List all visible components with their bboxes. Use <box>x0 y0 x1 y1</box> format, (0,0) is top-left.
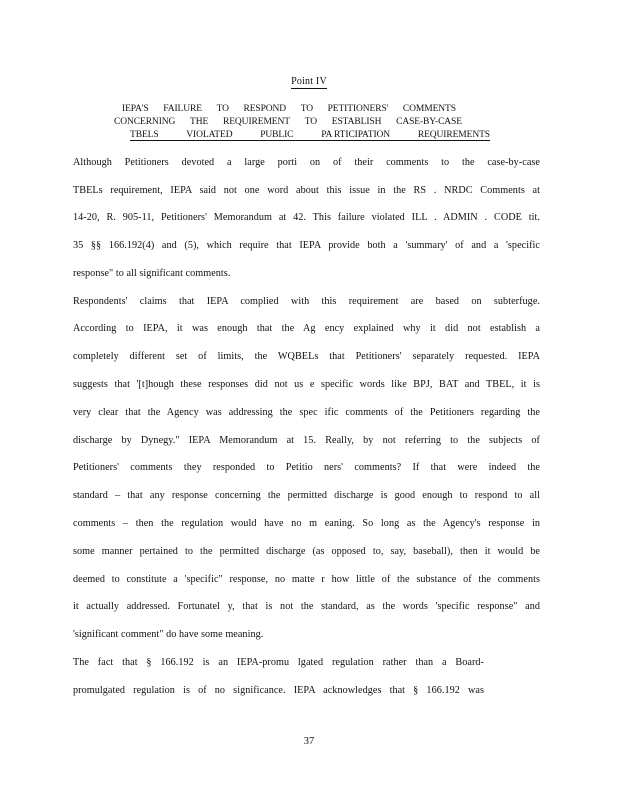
heading-word: TO <box>300 104 313 114</box>
body-line: Respondents' claims that IEPA complied with this requirement are based on subterfuge. <box>73 296 540 307</box>
section-heading-line-1 <box>122 104 456 114</box>
heading-word: VIOLATED <box>186 130 233 140</box>
body-line: completely different set of limits, the WQBELs that Petitioners' separately requested. IEPA <box>73 351 540 362</box>
section-heading-line-2 <box>114 117 462 127</box>
heading-word: FAILURE <box>163 104 202 114</box>
body-line: 'significant comment" do have some meaning. <box>73 629 264 640</box>
body-line: Although Petitioners devoted a large porti on of their comments to the case-by-case <box>73 157 540 168</box>
body-line: 14-20, R. 905-11, Petitioners' Memorandum at 42. This failure violated ILL . ADMIN . CODE tit. <box>73 212 540 223</box>
point-heading <box>0 76 618 89</box>
body-line: standard – that any response concerning the permitted discharge is good enough to respond to all <box>73 490 540 501</box>
heading-word: REQUIREMENT <box>222 117 290 127</box>
heading-word: RESPOND <box>243 104 287 114</box>
heading-word: CONCERNING <box>114 117 176 127</box>
body-line: promulgated regulation is of no significance. IEPA acknowledges that § 166.192 was <box>73 685 484 696</box>
heading-word: CASE-BY-CASE <box>396 117 462 127</box>
heading-word: COMMENTS <box>402 104 456 114</box>
body-line: some manner pertained to the permitted discharge (as opposed to, say, baseball), then it would be <box>73 546 540 557</box>
body-line: deemed to constitute a 'specific" response, no matte r how little of the substance of the comments <box>73 574 540 585</box>
heading-word: TBELS <box>130 130 159 140</box>
body-line: 35 §§ 166.192(4) and (5), which require that IEPA provide both a 'summary' of and a 'specific <box>73 240 540 251</box>
body-line: very clear that the Agency was addressing the spec ific comments of the Petitioners regarding the <box>73 407 540 418</box>
heading-word: IEPA'S <box>122 104 149 114</box>
heading-word: PETITIONERS' <box>327 104 389 114</box>
body-line: suggests that '[t]hough these responses did not us e specific words like BPJ, BAT and TBEL, it is <box>73 379 540 390</box>
body-line: TBELs requirement, IEPA said not one word about this issue in the RS . NRDC Comments at <box>73 185 540 196</box>
point-heading-text: Point IV <box>291 76 327 87</box>
heading-word: TO <box>304 117 318 127</box>
section-heading-line-3 <box>130 130 490 141</box>
body-line: response" to all significant comments. <box>73 268 231 279</box>
body-line: comments – then the regulation would have no m eaning. So long as the Agency's response in <box>73 518 540 529</box>
heading-word: REQUIREMENTS <box>417 130 490 140</box>
heading-word: TO <box>216 104 229 114</box>
heading-word: THE <box>190 117 209 127</box>
heading-word: PUBLIC <box>260 130 294 140</box>
heading-word: PA RTICIPATION <box>321 130 391 140</box>
body-line: Petitioners' comments they responded to Petitio ners' comments? If that were indeed the <box>73 462 540 473</box>
body-line: discharge by Dynegy." IEPA Memorandum at 15. Really, by not referring to the subjects of <box>73 435 540 446</box>
page-number: 37 <box>303 736 315 747</box>
body-line: The fact that § 166.192 is an IEPA-promu lgated regulation rather than a Board- <box>73 657 484 668</box>
body-line: it actually addressed. Fortunatel y, that is not the standard, as the words 'specific response" and <box>73 601 540 612</box>
body-line: According to IEPA, it was enough that the Ag ency explained why it did not establish a <box>73 323 540 334</box>
heading-word: ESTABLISH <box>331 117 382 127</box>
